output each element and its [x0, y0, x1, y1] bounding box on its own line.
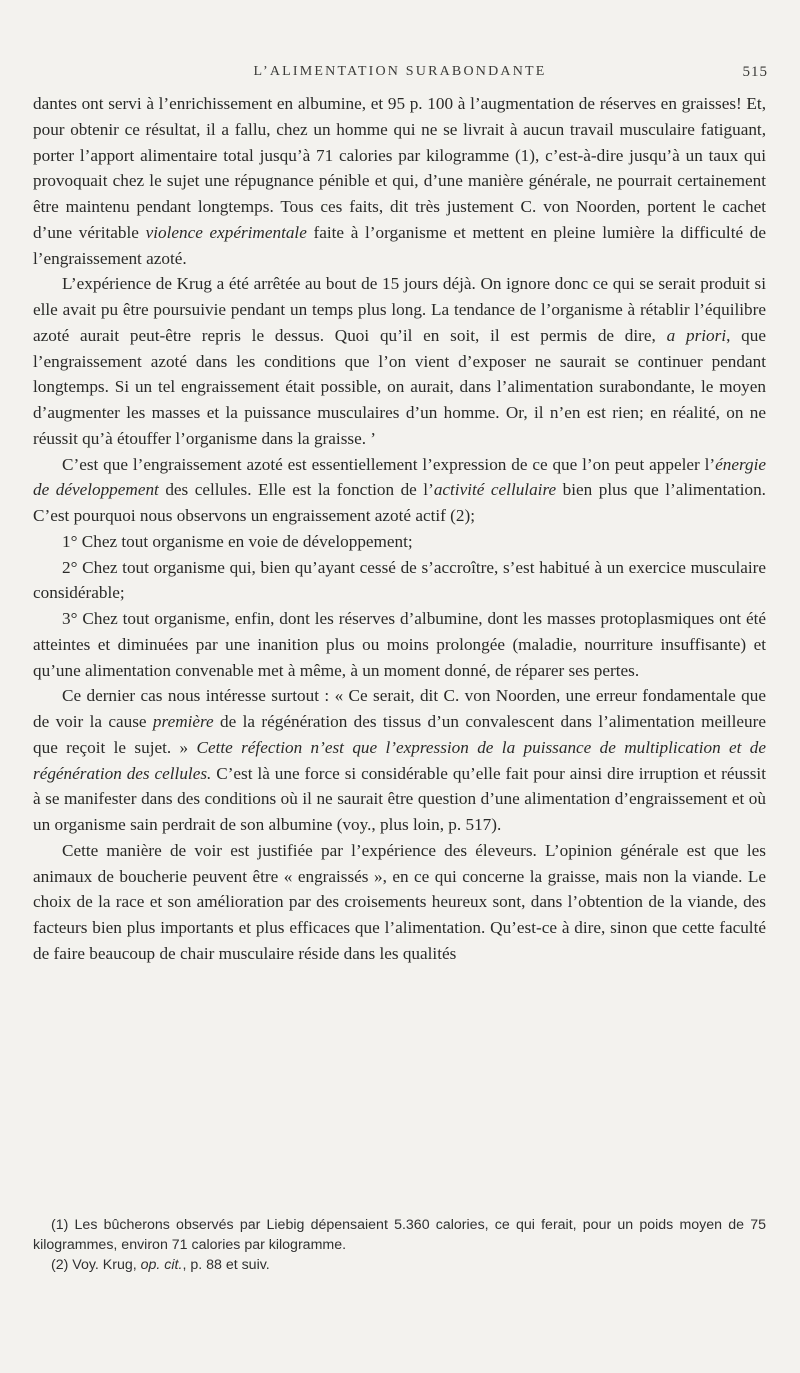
text-segment: , p. 88 et suiv.: [182, 1257, 270, 1273]
paragraph-1: [33, 91, 766, 271]
text-segment: des cellules. Elle est la fonction de l’: [158, 480, 434, 500]
text-segment: 2° Chez tout organisme qui, bien qu’ayant cessé de s’accroître, s’est habitué à un exercice musculaire considérable;: [33, 557, 766, 603]
italic-segment: Cette réfection n’est que l’expression de la puissance de multiplication et de régénération des cellules.: [33, 737, 766, 783]
page-header: [0, 64, 800, 86]
text-segment: Cette manière de voir est justifiée par l’expérience des éleveurs. L’opinion générale est que les animaux de boucherie peuvent être « engraissés », en ce qui concerne la graisse, mais non la viande. Le choix de la race et son amélioration par des croisements heureux sont, dans l’obtention de la viande, des facteurs bien plus importants et plus efficaces que l’alimentation. Qu’est-ce à dire, sinon que cette faculté de faire beaucoup de chair musculaire réside dans les qualités: [33, 840, 766, 963]
text-segment: C’est que l’engraissement azoté est essentiellement l’expression de ce que l’on peut appeler l’: [62, 454, 716, 474]
body-text: [33, 91, 766, 967]
running-title: L’ALIMENTATION SURABONDANTE: [253, 64, 547, 79]
text-segment: L’expérience de Krug a été arrêtée au bout de 15 jours déjà. On ignore donc ce qui se serait produit si elle avait pu être poursuivie pendant un temps plus long. La tendance de l’organisme à rétablir l’équilibre azoté aurait peut-être repris le dessus. Quoi qu’il en soit, il est permis de dire,: [33, 274, 766, 345]
text-segment: dantes ont servi à l’enrichissement en albumine, et 95 p. 100 à l’augmentation de réserves en graisses! Et, pour obtenir ce résultat, il a fallu, chez un homme qui ne se livrait à aucun travail musculaire fatiguant, porter l’apport alimentaire total jusqu’à 71 calories par kilogramme (1), c’est-à-dire jusqu’à un taux qui provoquait chez le sujet une répugnance pénible et qui, d’une manière générale, ne pourrait certainement être maintenu pendant longtemps. Tous ces faits, dit très justement C. von Noorden, portent le cachet d’une véritable: [33, 94, 766, 242]
italic-segment: première: [152, 712, 214, 731]
text-segment: faite à l’organisme et mettent en pleine lumière la difficulté de l’engraissement azoté.: [33, 222, 766, 268]
italic-segment: a priori: [666, 325, 727, 345]
italic-segment: énergie de développement: [33, 454, 766, 500]
list-item-2: [33, 555, 766, 607]
text-segment: , que l’engraissement azoté dans les conditions que l’on vient d’exposer ne saurait se continuer pendant longtemps. Si un tel engraissement était possible, on aurait, dans l’alimentation surabondante, le moyen d’augmenter les masses et la puissance musculaires d’un homme. Or, il n’en est rien; en réalité, on ne réussit qu’à étouffer l’organisme dans la graisse. ’: [33, 325, 766, 448]
footnote-1: [33, 1215, 766, 1255]
italic-segment: op. cit.: [140, 1257, 183, 1273]
text-segment: Ce dernier cas nous intéresse surtout : « Ce serait, dit C. von Noorden, une erreur fondamentale que de voir la cause: [33, 686, 766, 731]
text-segment: de la régénération des tissus d’un convalescent dans l’alimentation meilleure que reçoit le sujet. »: [33, 712, 766, 757]
list-item-3: [33, 606, 766, 683]
text-segment: (1) Les bûcherons observés par Liebig dépensaient 5.360 calories, ce qui ferait, pour un poids moyen de 75 kilogrammes, environ 71 calories par kilogramme.: [33, 1217, 766, 1253]
italic-segment: activité cellulaire: [433, 480, 557, 500]
text-segment: 1° Chez tout organisme en voie de développement;: [62, 531, 413, 551]
paragraph-5: [33, 838, 766, 967]
footnote-2: [33, 1255, 766, 1275]
paragraph-4: [33, 683, 766, 838]
text-segment: C’est là une force si considérable qu’elle fait pour ainsi dire irruption et réussit à se manifester dans des conditions où il ne saurait être question d’une alimentation d’engraissement et où un organisme sain perdrait de son albumine (voy., plus loin, p. 517).: [33, 763, 766, 834]
page-number: 515: [742, 64, 768, 80]
italic-segment: violence expérimentale: [145, 222, 307, 242]
footnotes: [33, 1215, 766, 1275]
paragraph-2: [33, 271, 766, 451]
list-item-1: [33, 529, 766, 555]
text-segment: (2) Voy. Krug,: [51, 1257, 141, 1273]
text-segment: 3° Chez tout organisme, enfin, dont les réserves d’albumine, dont les masses protoplasmiques ont été atteintes et diminuées par une inanition plus ou moins prolongée (maladie, nourriture insuffisante) et qu’une alimentation convenable met à même, à un moment donné, de réparer ses pertes.: [33, 609, 766, 680]
paragraph-3: [33, 452, 766, 529]
text-segment: bien plus que l’alimentation. C’est pourquoi nous observons un engraissement azoté actif (2);: [33, 480, 766, 525]
